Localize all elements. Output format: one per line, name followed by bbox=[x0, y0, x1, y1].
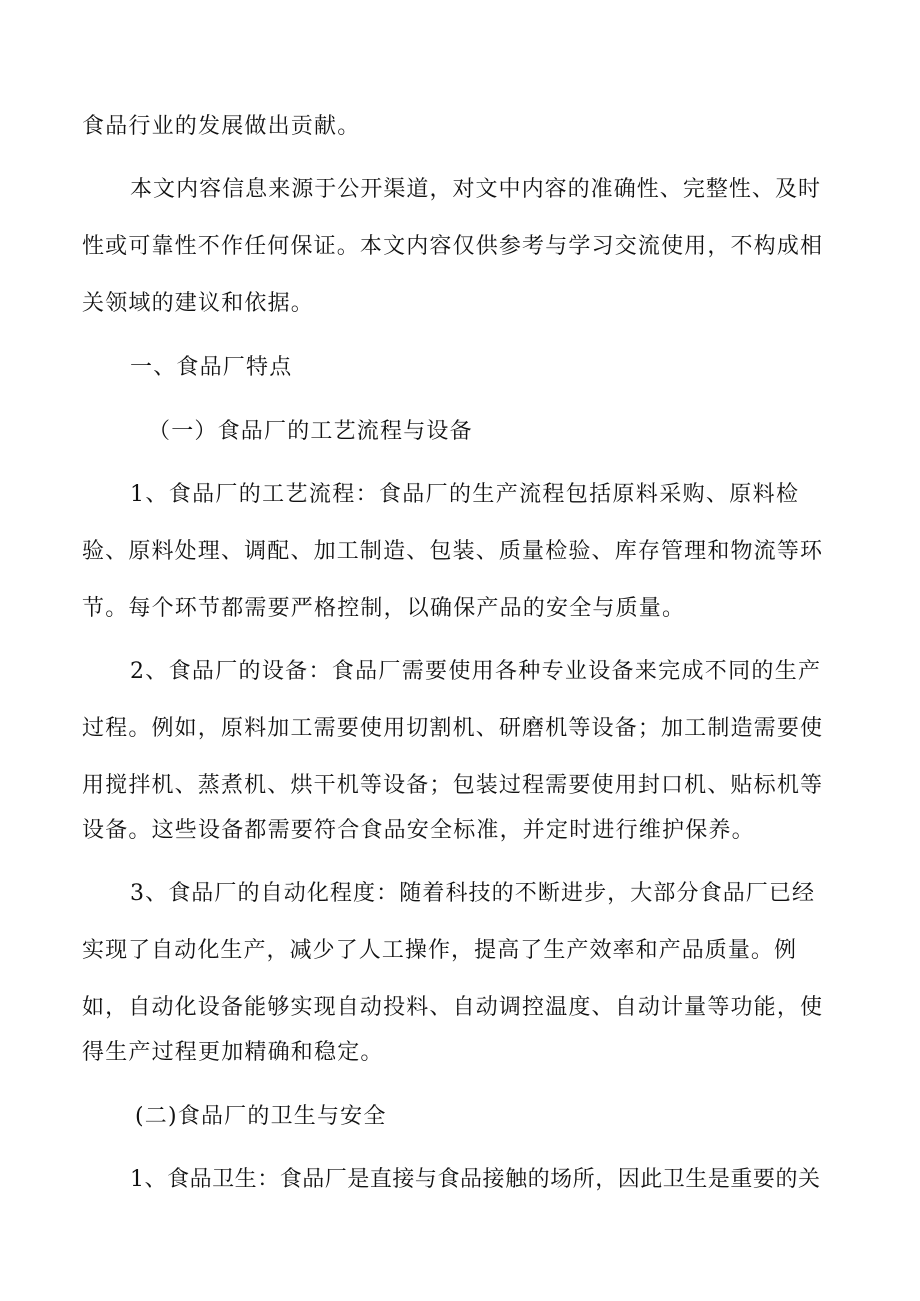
paragraph-line: 性或可靠性不作任何保证。本文内容仅供参考与学习交流使用，不构成相 bbox=[82, 234, 822, 259]
paragraph-line: 设备。这些设备都需要符合食品安全标准，并定时进行维护保养。 bbox=[82, 818, 755, 843]
paragraph-line: 用搅拌机、蒸煮机、烘干机等设备；包装过程需要使用封口机、贴标机等 bbox=[82, 773, 822, 798]
paragraph-line: 食品行业的发展做出贡献。 bbox=[82, 114, 361, 139]
paragraph-line: 实现了自动化生产，减少了人工操作，提高了生产效率和产品质量。例 bbox=[82, 938, 796, 963]
paragraph-line: 验、原料处理、调配、加工制造、包装、质量检验、库存管理和物流等环 bbox=[82, 539, 822, 564]
paragraph-line: 3、食品厂的自动化程度：随着科技的不断进步，大部分食品厂已经 bbox=[130, 881, 814, 906]
paragraph-line: 关领域的建议和依据。 bbox=[82, 291, 315, 316]
subsection-heading: （一）食品厂的工艺流程与设备 bbox=[148, 419, 473, 444]
paragraph-line: 得生产过程更加精确和稳定。 bbox=[82, 1040, 384, 1065]
subsection-heading: (二)食品厂的卫生与安全 bbox=[135, 1104, 387, 1129]
paragraph-line: 1、食品厂的工艺流程：食品厂的生产流程包括原料采购、原料检 bbox=[130, 482, 798, 507]
paragraph-line: 过程。例如，原料加工需要使用切割机、研磨机等设备；加工制造需要使 bbox=[82, 716, 822, 741]
paragraph-line: 1、食品卫生：食品厂是直接与食品接触的场所，因此卫生是重要的关 bbox=[130, 1167, 820, 1192]
paragraph-line: 2、食品厂的设备：食品厂需要使用各种专业设备来完成不同的生产 bbox=[130, 659, 820, 684]
section-heading: 一、食品厂特点 bbox=[130, 355, 293, 380]
paragraph-line: 本文内容信息来源于公开渠道，对文中内容的准确性、完整性、及时 bbox=[130, 177, 820, 202]
paragraph-line: 节。每个环节都需要严格控制，以确保产品的安全与质量。 bbox=[82, 596, 686, 621]
paragraph-line: 如，自动化设备能够实现自动投料、自动调控温度、自动计量等功能，使 bbox=[82, 995, 822, 1020]
